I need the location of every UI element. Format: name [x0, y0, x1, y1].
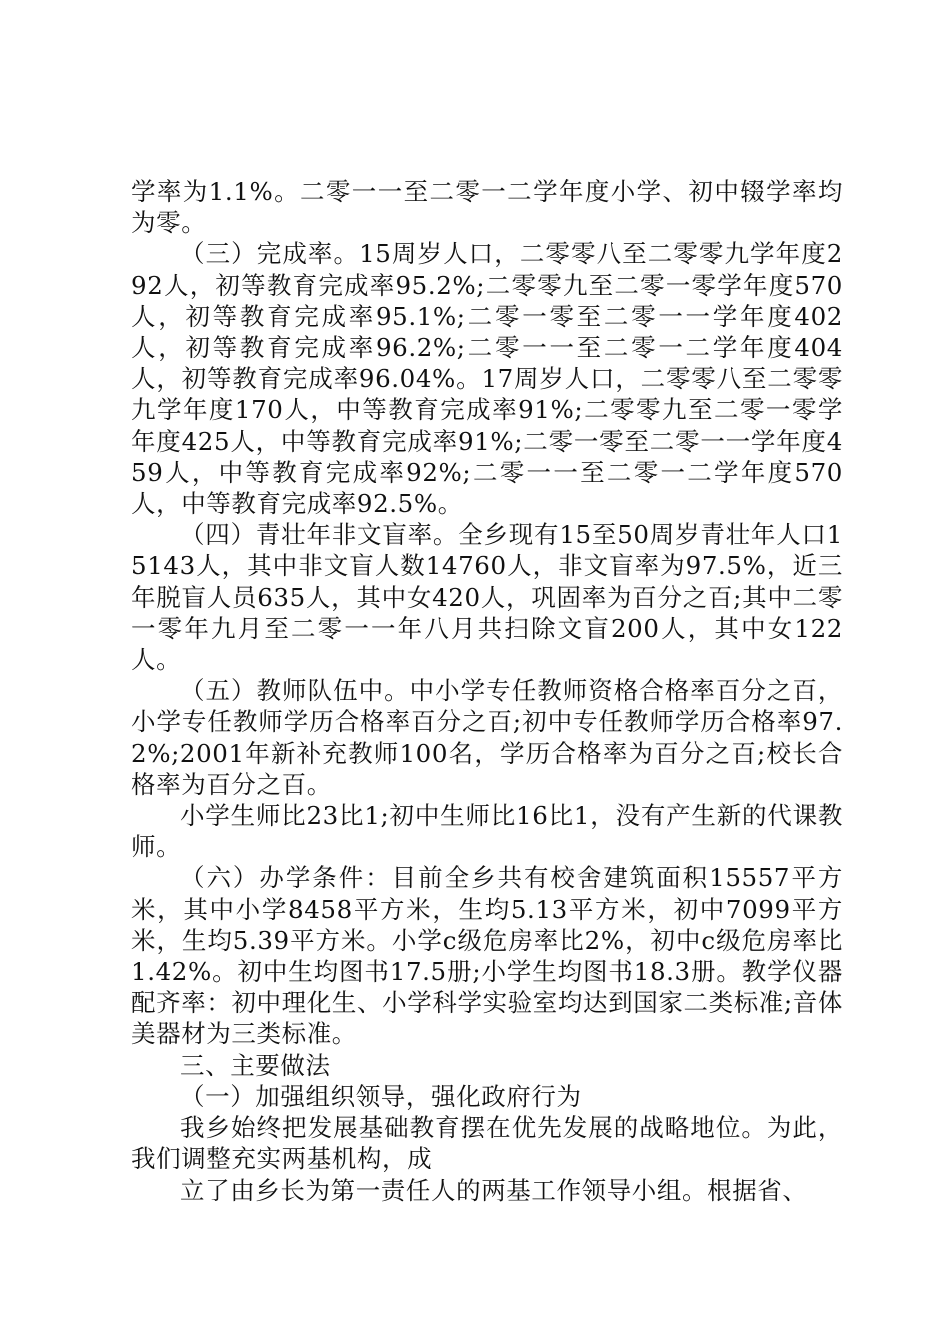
- paragraph-student-teacher-ratio: 小学生师比23比1;初中生师比16比1，没有产生新的代课教师。: [131, 801, 843, 862]
- document-body: [131, 176, 843, 1206]
- paragraph-school-conditions: （六）办学条件：目前全乡共有校舍建筑面积15557平方米，其中小学8458平方米，生均5.13平方米，初中7099平方米，生均5.39平方米。小学c级危房率比2%，初中c级危房率比1.42%。初中生均图书17.5册;小学生均图书18.3册。教学仪器配齐率：初中理化生、小学科学实验室均达到国家二类标准;音体美器材为三类标准。: [131, 863, 843, 1049]
- paragraph-leadership-group: 立了由乡长为第一责任人的两基工作领导小组。根据省、: [180, 1175, 808, 1205]
- paragraph-completion-rate: （三）完成率。15周岁人口，二零零八至二零零九学年度292人，初等教育完成率95.2%;二零零九至二零一零学年度570人，初等教育完成率95.1%;二零一零至二零一一学年度402人，初等教育完成率96.2%;二零一一至二零一二学年度404人，初等教育完成率96.04%。17周岁人口，二零零八至二零零九学年度170人，中等教育完成率91%;二零零九至二零一零学年度425人，中等教育完成率91%;二零一零至二零一一学年度459人，中等教育完成率92%;二零一一至二零一二学年度570人，中等教育完成率92.5%。: [131, 239, 843, 519]
- paragraph-dropout-rate-continued: 学率为1.1%。二零一一至二零一二学年度小学、初中辍学率均为零。: [131, 177, 843, 238]
- paragraph-literacy-rate: （四）青壮年非文盲率。全乡现有15至50周岁青壮年人口15143人，其中非文盲人数14760人，非文盲率为97.5%，近三年脱盲人员635人，其中女420人，巩固率为百分之百;其中二零一零年九月至二零一一年八月共扫除文盲200人，其中女122人。: [131, 520, 843, 675]
- section-heading-main-practices: 三、主要做法: [180, 1050, 331, 1080]
- paragraph-priority-development: 我乡始终把发展基础教育摆在优先发展的战略地位。为此，我们调整充实两基机构，成: [131, 1113, 843, 1174]
- paragraph-teacher-team: （五）教师队伍中。中小学专任教师资格合格率百分之百，小学专任教师学历合格率百分之百;初中专任教师学历合格率97.2%;2001年新补充教师100名，学历合格率为百分之百;校长合格率为百分之百。: [131, 676, 843, 799]
- subheading-organization-leadership: （一）加强组织领导，强化政府行为: [180, 1081, 582, 1111]
